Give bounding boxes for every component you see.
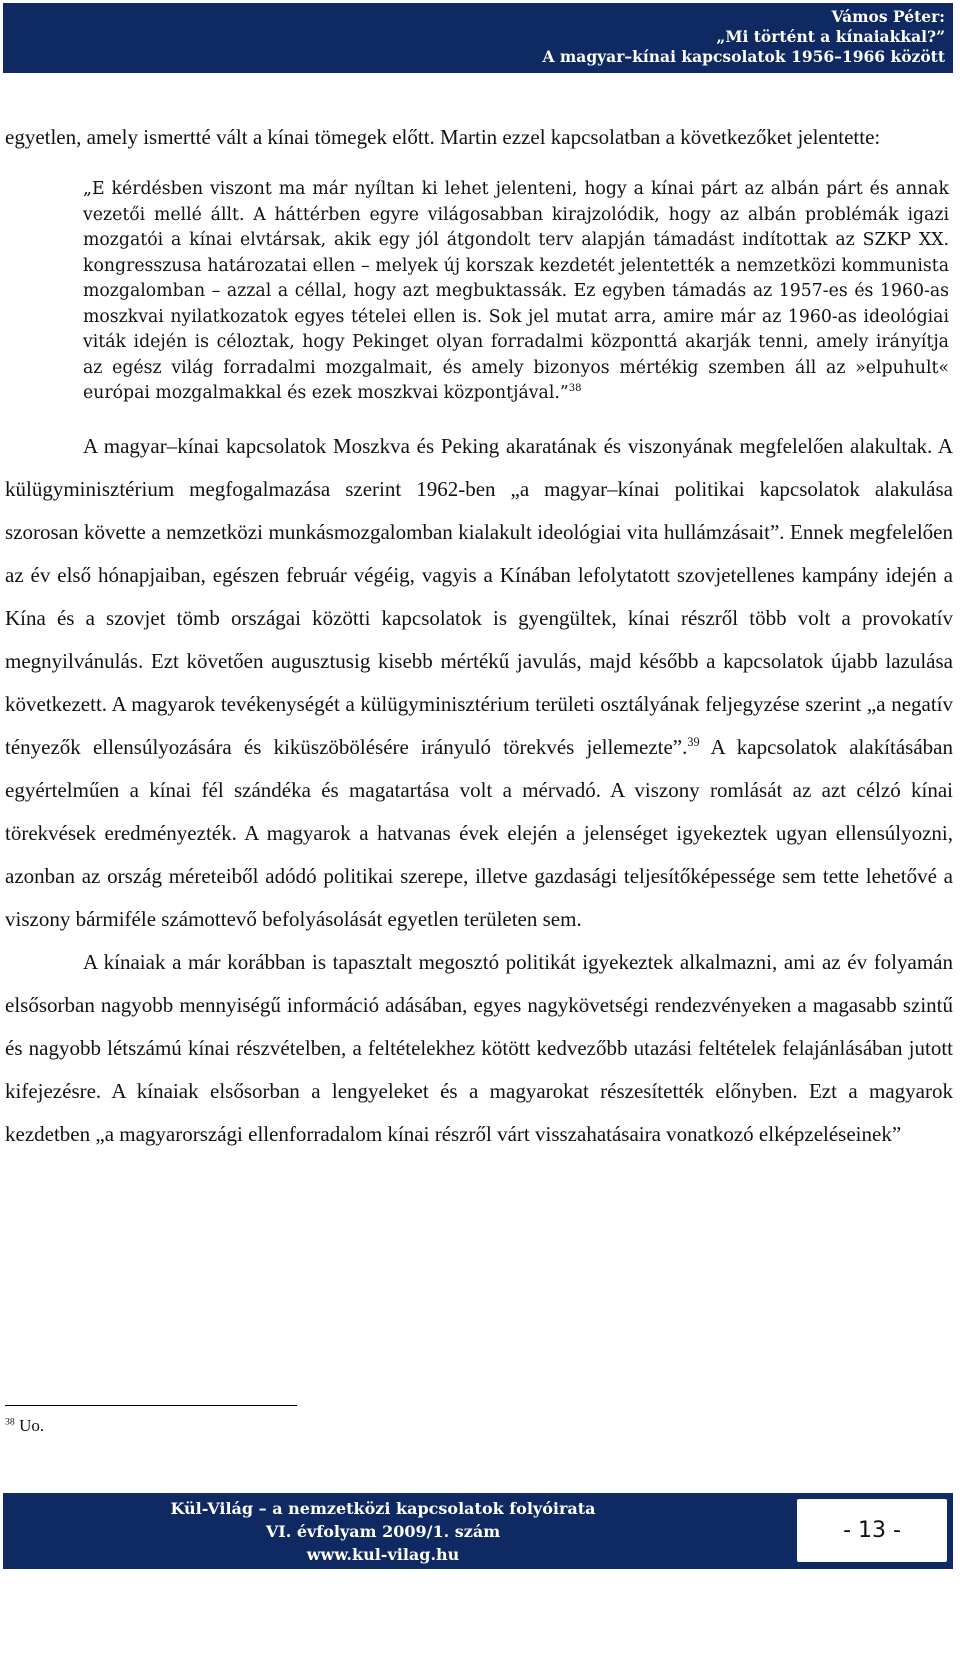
paragraph-chinese-policy: A kínaiak a már korábban is tapasztalt megosztó politikát igyekeztek alkalmazni, ami az év folyamán elsősorban nagyobb mennyiségű információ adásában, egyes nagykövetségi rendezvényeken a magasabb szintű és nagyobb létszámú kínai részvételben, a feltételekhez kötött kedvezőbb utazási feltételek felajánlásában jutott kifejezésre. A kínaiak elsősorban a lengyeleket és a magyarokat részesítették előnyben. Ezt a magyarok kezdetben „a magyarországi ellenforradalom kínai részről várt visszahatásaira vonatkozó elképzeléseinek”: [5, 949, 953, 1146]
footer-issue: VI. évfolyam 2009/1. szám: [265, 1522, 501, 1541]
footnote-ref-38[interactable]: 38: [568, 383, 582, 395]
footer-journal-name: Kül-Világ – a nemzetközi kapcsolatok folyóirata: [170, 1499, 596, 1518]
header-title: „Mi történt a kínaiakkal?”: [716, 27, 945, 46]
page-body: [5, 116, 953, 1156]
footnote-separator: [5, 1405, 297, 1406]
quote-text: „E kérdésben viszont ma már nyíltan ki lehet jelenteni, hogy a kínai párt az albán párt és annak vezetői mellé állt. A háttérben egyre világosabban kirajzolódik, hogy az albán problémák igazi mozgatói a kínai elvtársak, akik egy jól átgondolt terv alapján támadást indítottak az SZKP XX. kongresszusa határozatai ellen – melyek új korszak kezdetét jelentették a nemzetközi kommunista mozgalomban – azzal a céllal, hogy azt megbuktassák. Ez egyben támadás az 1957-es és 1960-as moszkvai nyilatkozatok egyes tételei ellen is. Sok jel mutat arra, amire már az 1960-as ideológiai viták idején is céloztak, hogy Pekinget olyan forradalmi központtá akarják tenni, amely irányítja az egész világ forradalmi mozgalmait, és amely bizonyos mértékig szemben áll az »elpuhult« európai mozgalmakkal és ezek moszkvai központjával.”: [83, 179, 949, 403]
footnote-ref-39[interactable]: 39: [687, 734, 700, 749]
header-subtitle: A magyar–kínai kapcsolatok 1956–1966 között: [542, 47, 945, 66]
page-number: - 13 -: [797, 1499, 947, 1562]
footnote-number: 38: [5, 1416, 15, 1428]
paragraph-relations-part2: A kapcsolatok alakításában egyértelműen a kínai fél szándéka és magatartása volt a mérvadó. A viszony romlását az azt célzó kínai törekvések eredményezték. A magyarok a hatvanas évek elején a jelenséget igyekeztek ugyan ellensúlyozni, azonban az ország méreteiből adódó politikai szerepe, illetve gazdasági teljesítőképessége sem tette lehetővé a viszony bármiféle számottevő befolyásolását egyetlen területen sem.: [5, 734, 953, 931]
paragraph-continuation: egyetlen, amely ismertté vált a kínai tömegek előtt. Martin ezzel kapcsolatban a következőket jelentette:: [5, 125, 881, 149]
running-header: [3, 3, 953, 73]
footer-url[interactable]: www.kul-vilag.hu: [306, 1545, 460, 1564]
paragraph-relations-part1: A magyar–kínai kapcsolatok Moszkva és Peking akaratának és viszonyának megfelelően alakultak. A külügyminisztérium megfogalmazása szerint 1962-ben „a magyar–kínai politikai kapcsolatok alakulása szorosan követte a nemzetközi munkásmozgalomban kialakult ideológiai vita hullámzásait”. Ennek megfelelően az év első hónapjaiban, egészen február végéig, vagyis a Kínában lefolytatott szovjetellenes kampány idején a Kína és a szovjet tömb országai közötti kapcsolatok is gyengültek, kínai részről több volt a provokatív megnyilvánulás. Ezt követően augusztusig kisebb mértékű javulás, majd később a kapcsolatok újabb lazulása következett. A magyarok tevékenységét a külügyminisztérium területi osztályának feljegyzése szerint „a negatív tényezők ellensúlyozására és kiküszöbölésére irányuló törekvés jellemezte”.: [5, 433, 953, 759]
page-footer: [3, 1493, 953, 1569]
footnote-38: [5, 1416, 44, 1436]
header-author: Vámos Péter:: [831, 7, 945, 26]
footer-journal-info: [3, 1497, 763, 1566]
block-quote: [83, 177, 949, 407]
paragraph-relations: [5, 425, 953, 941]
footnote-text: Uo.: [14, 1416, 45, 1435]
